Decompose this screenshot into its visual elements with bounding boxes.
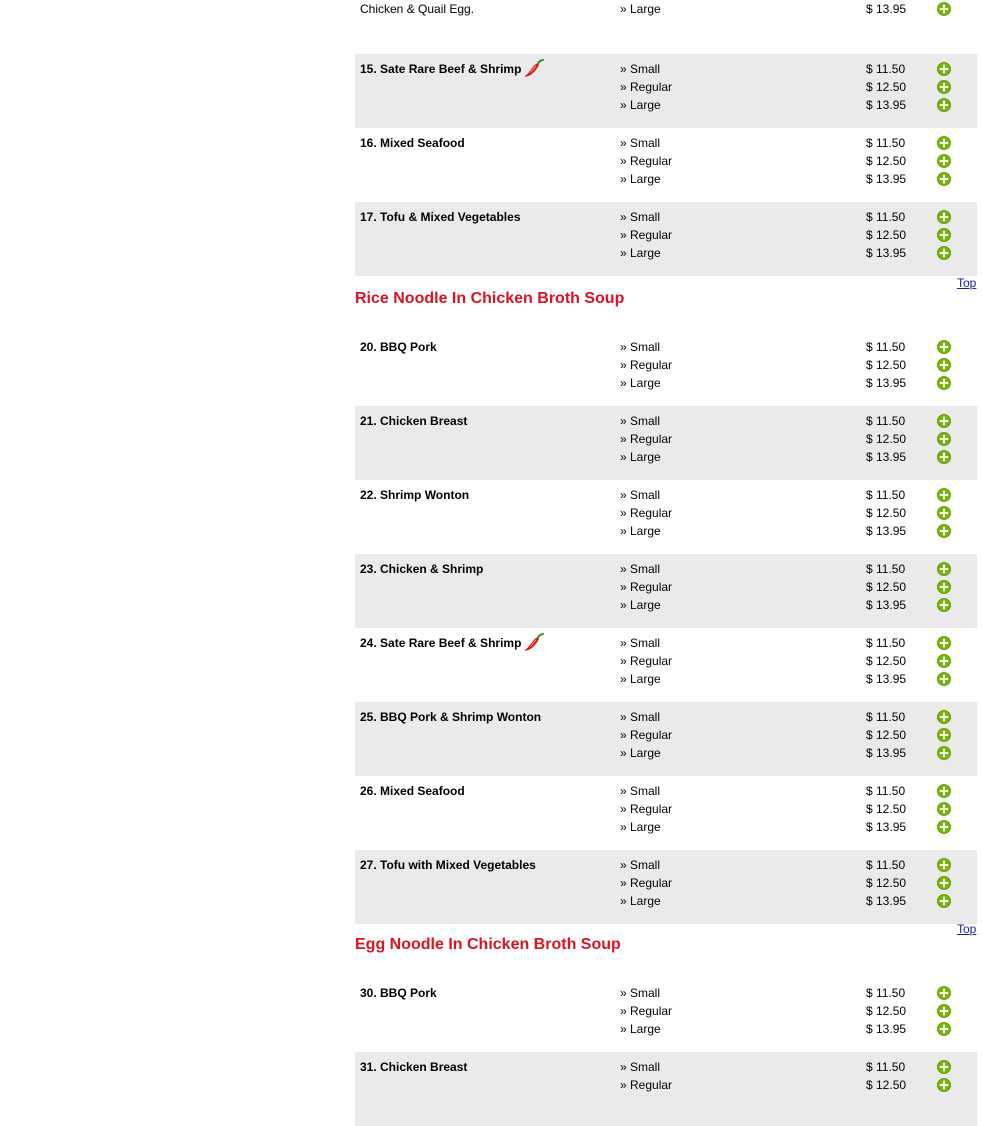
- plus-circle-icon[interactable]: [937, 654, 951, 668]
- size-option: [355, 744, 977, 762]
- plus-circle-icon[interactable]: [937, 820, 951, 834]
- size-option: [355, 0, 977, 18]
- price-label: $ 12.50: [866, 228, 907, 242]
- size-label: » Small: [620, 340, 661, 354]
- top-link[interactable]: Top: [957, 922, 977, 936]
- size-option: [355, 96, 977, 114]
- size-label: » Small: [620, 62, 661, 76]
- plus-circle-icon[interactable]: [937, 802, 951, 816]
- size-option: [355, 800, 977, 818]
- menu-item-row: [355, 702, 977, 776]
- price-label: $ 13.95: [866, 2, 907, 16]
- size-label: » Regular: [620, 154, 673, 168]
- size-label: » Regular: [620, 876, 673, 890]
- size-label: » Small: [620, 1060, 661, 1074]
- plus-circle-icon[interactable]: [937, 1022, 951, 1036]
- size-label: » Regular: [620, 358, 673, 372]
- size-label: » Large: [620, 172, 661, 186]
- size-label: » Regular: [620, 1004, 673, 1018]
- price-label: $ 12.50: [866, 728, 907, 742]
- size-label: » Large: [620, 672, 661, 686]
- plus-circle-icon[interactable]: [937, 80, 951, 94]
- price-label: $ 12.50: [866, 358, 907, 372]
- section-title: Rice Noodle In Chicken Broth Soup: [355, 290, 625, 307]
- price-label: $ 11.50: [866, 858, 906, 872]
- size-option: [355, 244, 977, 262]
- price-label: $ 12.50: [866, 876, 907, 890]
- price-label: $ 12.50: [866, 154, 907, 168]
- size-label: » Regular: [620, 80, 673, 94]
- price-label: $ 12.50: [866, 1078, 907, 1092]
- item-name-text: 16. Mixed Seafood: [360, 136, 465, 150]
- plus-circle-icon[interactable]: [937, 2, 951, 16]
- size-option: [355, 486, 977, 504]
- size-option: [355, 670, 977, 688]
- plus-circle-icon[interactable]: [937, 172, 951, 186]
- size-option: [355, 1058, 977, 1076]
- size-option: [355, 60, 977, 78]
- size-label: » Large: [620, 450, 661, 464]
- plus-circle-icon[interactable]: [937, 858, 951, 872]
- size-option: [355, 874, 977, 892]
- price-label: $ 11.50: [866, 136, 906, 150]
- item-description: Chicken & Quail Egg.: [360, 2, 475, 16]
- price-label: $ 13.95: [866, 246, 907, 260]
- price-label: $ 11.50: [866, 710, 906, 724]
- size-label: » Large: [620, 894, 661, 908]
- item-name-text: 24. Sate Rare Beef & Shrimp: [360, 636, 522, 650]
- size-label: » Large: [620, 746, 661, 760]
- size-label: » Small: [620, 562, 661, 576]
- plus-circle-icon[interactable]: [937, 340, 951, 354]
- section-title: Egg Noodle In Chicken Broth Soup: [355, 936, 621, 953]
- item-name-text: 15. Sate Rare Beef & Shrimp: [360, 62, 522, 76]
- item-name-text: 30. BBQ Pork: [360, 986, 437, 1000]
- price-label: $ 11.50: [866, 986, 906, 1000]
- menu-item-row: [355, 54, 977, 128]
- size-option: [355, 356, 977, 374]
- size-label: » Regular: [620, 728, 673, 742]
- size-option: [355, 152, 977, 170]
- size-label: » Large: [620, 2, 661, 16]
- size-option: [355, 1076, 977, 1094]
- size-label: » Large: [620, 376, 661, 390]
- plus-circle-icon[interactable]: [937, 246, 951, 260]
- size-option: [355, 374, 977, 392]
- size-option: [355, 782, 977, 800]
- plus-circle-icon[interactable]: [937, 376, 951, 390]
- size-option: [355, 856, 977, 874]
- item-name-text: 23. Chicken & Shrimp: [360, 562, 484, 576]
- size-label: » Regular: [620, 432, 673, 446]
- size-option: [355, 560, 977, 578]
- size-label: » Small: [620, 710, 661, 724]
- size-option: [355, 338, 977, 356]
- size-label: » Large: [620, 98, 661, 112]
- price-label: $ 12.50: [866, 432, 907, 446]
- size-label: » Large: [620, 820, 661, 834]
- size-option: [355, 412, 977, 430]
- plus-circle-icon[interactable]: [937, 506, 951, 520]
- size-label: » Regular: [620, 228, 673, 242]
- size-option: [355, 726, 977, 744]
- size-label: » Large: [620, 598, 661, 612]
- plus-circle-icon[interactable]: [937, 746, 951, 760]
- price-label: $ 13.95: [866, 524, 907, 538]
- plus-circle-icon[interactable]: [937, 728, 951, 742]
- size-label: » Regular: [620, 1078, 673, 1092]
- plus-circle-icon[interactable]: [937, 524, 951, 538]
- price-label: $ 11.50: [866, 1060, 906, 1074]
- size-option: [355, 1002, 977, 1020]
- size-label: » Small: [620, 636, 661, 650]
- price-label: $ 13.95: [866, 598, 907, 612]
- size-option: [355, 578, 977, 596]
- plus-circle-icon[interactable]: [937, 894, 951, 908]
- price-label: $ 12.50: [866, 654, 907, 668]
- menu-item-row: [355, 202, 977, 276]
- size-option: [355, 504, 977, 522]
- size-label: » Large: [620, 246, 661, 260]
- plus-circle-icon[interactable]: [937, 1004, 951, 1018]
- price-label: $ 13.95: [866, 820, 907, 834]
- size-label: » Regular: [620, 802, 673, 816]
- size-label: » Small: [620, 210, 661, 224]
- item-name-text: 26. Mixed Seafood: [360, 784, 465, 798]
- price-label: $ 11.50: [866, 488, 906, 502]
- menu-item-row: [355, 978, 977, 1052]
- size-label: » Small: [620, 784, 661, 798]
- size-option: [355, 208, 977, 226]
- price-label: $ 13.95: [866, 450, 907, 464]
- size-option: [355, 708, 977, 726]
- size-label: » Small: [620, 986, 661, 1000]
- plus-circle-icon[interactable]: [937, 488, 951, 502]
- menu-item-row: [355, 332, 977, 406]
- size-label: » Large: [620, 524, 661, 538]
- price-label: $ 11.50: [866, 210, 906, 224]
- menu-item-row: [355, 128, 977, 202]
- menu-item-row: [355, 406, 977, 480]
- menu-item-row: [355, 628, 977, 702]
- plus-circle-icon[interactable]: [937, 672, 951, 686]
- plus-circle-icon[interactable]: [937, 450, 951, 464]
- plus-circle-icon[interactable]: [937, 432, 951, 446]
- plus-circle-icon[interactable]: [937, 62, 951, 76]
- item-name-text: 17. Tofu & Mixed Vegetables: [360, 210, 521, 224]
- size-label: » Large: [620, 1022, 661, 1036]
- size-option: [355, 984, 977, 1002]
- item-name-text: 31. Chicken Breast: [360, 1060, 468, 1074]
- plus-circle-icon[interactable]: [937, 562, 951, 576]
- size-label: » Regular: [620, 506, 673, 520]
- item-name-text: 20. BBQ Pork: [360, 340, 437, 354]
- price-label: $ 13.95: [866, 894, 907, 908]
- price-label: $ 11.50: [866, 414, 906, 428]
- size-label: » Small: [620, 136, 661, 150]
- plus-circle-icon[interactable]: [937, 598, 951, 612]
- plus-circle-icon[interactable]: [937, 580, 951, 594]
- size-option: [355, 134, 977, 152]
- size-option: [355, 652, 977, 670]
- size-label: » Small: [620, 858, 661, 872]
- plus-circle-icon[interactable]: [937, 1078, 951, 1092]
- plus-circle-icon[interactable]: [937, 358, 951, 372]
- menu-item-row: [355, 480, 977, 554]
- price-label: $ 13.95: [866, 746, 907, 760]
- size-option: [355, 522, 977, 540]
- price-label: $ 13.95: [866, 376, 907, 390]
- price-label: $ 12.50: [866, 506, 907, 520]
- size-option: [355, 78, 977, 96]
- plus-circle-icon[interactable]: [937, 210, 951, 224]
- price-label: $ 12.50: [866, 80, 907, 94]
- plus-circle-icon[interactable]: [937, 876, 951, 890]
- size-label: » Regular: [620, 654, 673, 668]
- price-label: $ 13.95: [866, 172, 907, 186]
- menu-item-row: [355, 776, 977, 850]
- plus-circle-icon[interactable]: [937, 986, 951, 1000]
- item-name-text: 25. BBQ Pork & Shrimp Wonton: [360, 710, 542, 724]
- size-option: [355, 430, 977, 448]
- price-label: $ 11.50: [866, 62, 906, 76]
- price-label: $ 12.50: [866, 1004, 907, 1018]
- plus-circle-icon[interactable]: [937, 136, 951, 150]
- price-label: $ 11.50: [866, 340, 906, 354]
- size-label: » Small: [620, 488, 661, 502]
- size-option: [355, 1020, 977, 1038]
- plus-circle-icon[interactable]: [937, 154, 951, 168]
- size-label: » Small: [620, 414, 661, 428]
- price-label: $ 13.95: [866, 672, 907, 686]
- price-label: $ 12.50: [866, 802, 907, 816]
- price-label: $ 12.50: [866, 580, 907, 594]
- price-label: $ 11.50: [866, 562, 906, 576]
- menu-item-row: [355, 1052, 977, 1126]
- plus-circle-icon[interactable]: [937, 784, 951, 798]
- price-label: $ 11.50: [866, 636, 906, 650]
- size-label: » Regular: [620, 580, 673, 594]
- price-label: $ 11.50: [866, 784, 906, 798]
- size-option: [355, 448, 977, 466]
- item-name-text: 21. Chicken Breast: [360, 414, 468, 428]
- top-link[interactable]: Top: [957, 276, 977, 290]
- size-option: [355, 634, 977, 652]
- item-name-text: 27. Tofu with Mixed Vegetables: [360, 858, 536, 872]
- price-label: $ 13.95: [866, 98, 907, 112]
- plus-circle-icon[interactable]: [937, 228, 951, 242]
- size-option: [355, 892, 977, 910]
- plus-circle-icon[interactable]: [937, 414, 951, 428]
- plus-circle-icon[interactable]: [937, 1060, 951, 1074]
- plus-circle-icon[interactable]: [937, 636, 951, 650]
- price-label: $ 13.95: [866, 1022, 907, 1036]
- menu-item-row: [355, 554, 977, 628]
- item-name-text: 22. Shrimp Wonton: [360, 488, 470, 502]
- plus-circle-icon[interactable]: [937, 710, 951, 724]
- menu-item-row: [355, 850, 977, 924]
- size-option: [355, 226, 977, 244]
- size-option: [355, 596, 977, 614]
- plus-circle-icon[interactable]: [937, 98, 951, 112]
- size-option: [355, 170, 977, 188]
- menu-item-row: [355, 0, 977, 50]
- size-option: [355, 818, 977, 836]
